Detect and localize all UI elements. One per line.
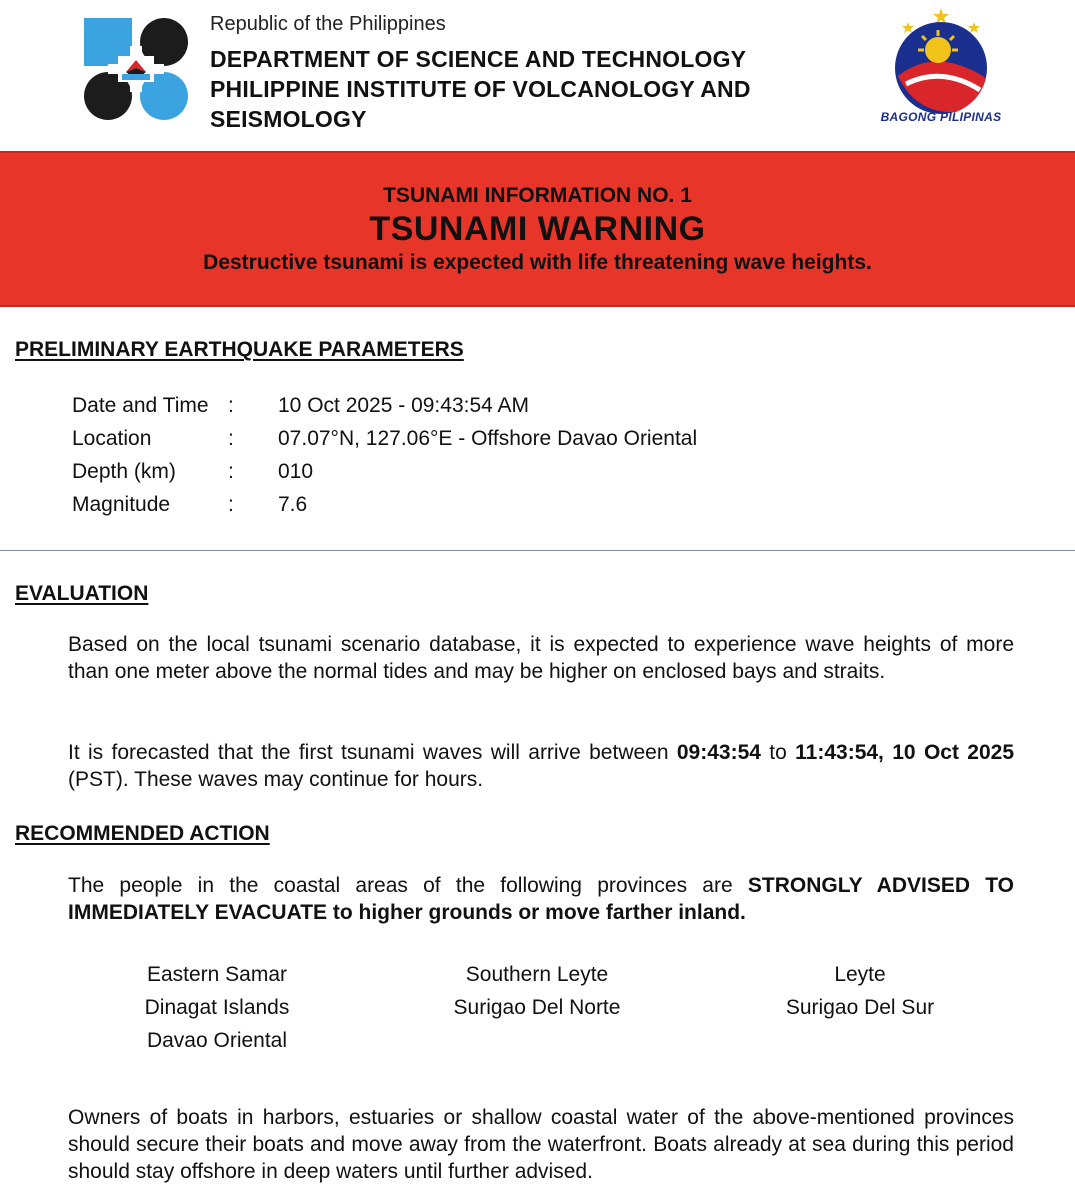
param-colon: : (228, 427, 234, 450)
evacuation-advisory (68, 872, 1014, 926)
param-value: 7.6 (278, 493, 308, 516)
parameters-heading: PRELIMINARY EARTHQUAKE PARAMETERS (15, 338, 464, 361)
forecast-paragraph (68, 739, 1014, 793)
advisory-text: The people in the coastal areas of the following provinces are (68, 874, 748, 897)
province-item: Surigao Del Sur (785, 996, 935, 1019)
province-column (730, 958, 990, 1024)
param-colon: : (228, 460, 234, 483)
param-label: Depth (km) (72, 460, 176, 483)
param-value: 010 (278, 460, 314, 483)
province-item: Dinagat Islands (144, 996, 290, 1019)
province-item: Eastern Samar (146, 963, 288, 986)
warning-banner (0, 151, 1075, 307)
forecast-text: to (760, 741, 796, 764)
boats-advisory: Owners of boats in harbors, estuaries or shallow coastal water of the above-mentioned provinces should secure their boats and move away from the waterfront. Boats already at sea during this period should stay offshore in deep waters until further advised. (68, 1106, 1014, 1183)
province-item: Surigao Del Norte (453, 996, 621, 1019)
institute-name-line1: PHILIPPINE INSTITUTE OF VOLCANOLOGY AND (210, 76, 751, 102)
agency-block (210, 12, 751, 134)
param-label: Location (72, 427, 152, 450)
param-label: Magnitude (72, 493, 171, 516)
province-item: Davao Oriental (146, 1029, 288, 1052)
forecast-text: (PST). These waves may continue for hours. (68, 768, 484, 791)
action-heading: RECOMMENDED ACTION (15, 822, 270, 845)
province-item: Leyte (834, 963, 886, 986)
param-colon: : (228, 493, 234, 516)
warning-title: TSUNAMI WARNING (369, 210, 706, 248)
forecast-text: It is forecasted that the first tsunami waves will arrive between (68, 741, 677, 764)
bulletin-number: TSUNAMI INFORMATION NO. 1 (383, 184, 692, 207)
republic-label: Republic of the Philippines (210, 13, 446, 35)
province-column (87, 958, 347, 1057)
province-item: Southern Leyte (465, 963, 609, 986)
param-colon: : (228, 394, 234, 417)
letterhead (0, 0, 1075, 150)
param-label: Date and Time (72, 394, 209, 417)
param-value: 07.07°N, 127.06°E - Offshore Davao Oriental (278, 427, 698, 450)
advisory-emphasis: STRONGLY ADVISED TO IMMEDIATELY EVACUATE to higher grounds or move farther inland. (68, 874, 1015, 924)
evaluation-paragraph: Based on the local tsunami scenario database, it is expected to experience wave heights of more than one meter above the normal tides and may be higher on enclosed bays and straits. (68, 633, 1014, 683)
dost-logo (82, 16, 190, 122)
section-divider (0, 550, 1075, 551)
evaluation-heading: EVALUATION (15, 582, 149, 605)
arrival-end-time: 11:43:54, 10 Oct 2025 (795, 741, 1015, 764)
bagong-pilipinas-caption: BAGONG PILIPINAS (880, 110, 1002, 124)
param-value: 10 Oct 2025 - 09:43:54 AM (278, 394, 529, 417)
institute-name-line2: SEISMOLOGY (210, 106, 367, 132)
arrival-start-time: 09:43:54 (676, 741, 761, 764)
warning-subtitle: Destructive tsunami is expected with life threatening wave heights. (203, 251, 872, 274)
department-name: DEPARTMENT OF SCIENCE AND TECHNOLOGY (210, 46, 747, 72)
province-column (407, 958, 667, 1024)
